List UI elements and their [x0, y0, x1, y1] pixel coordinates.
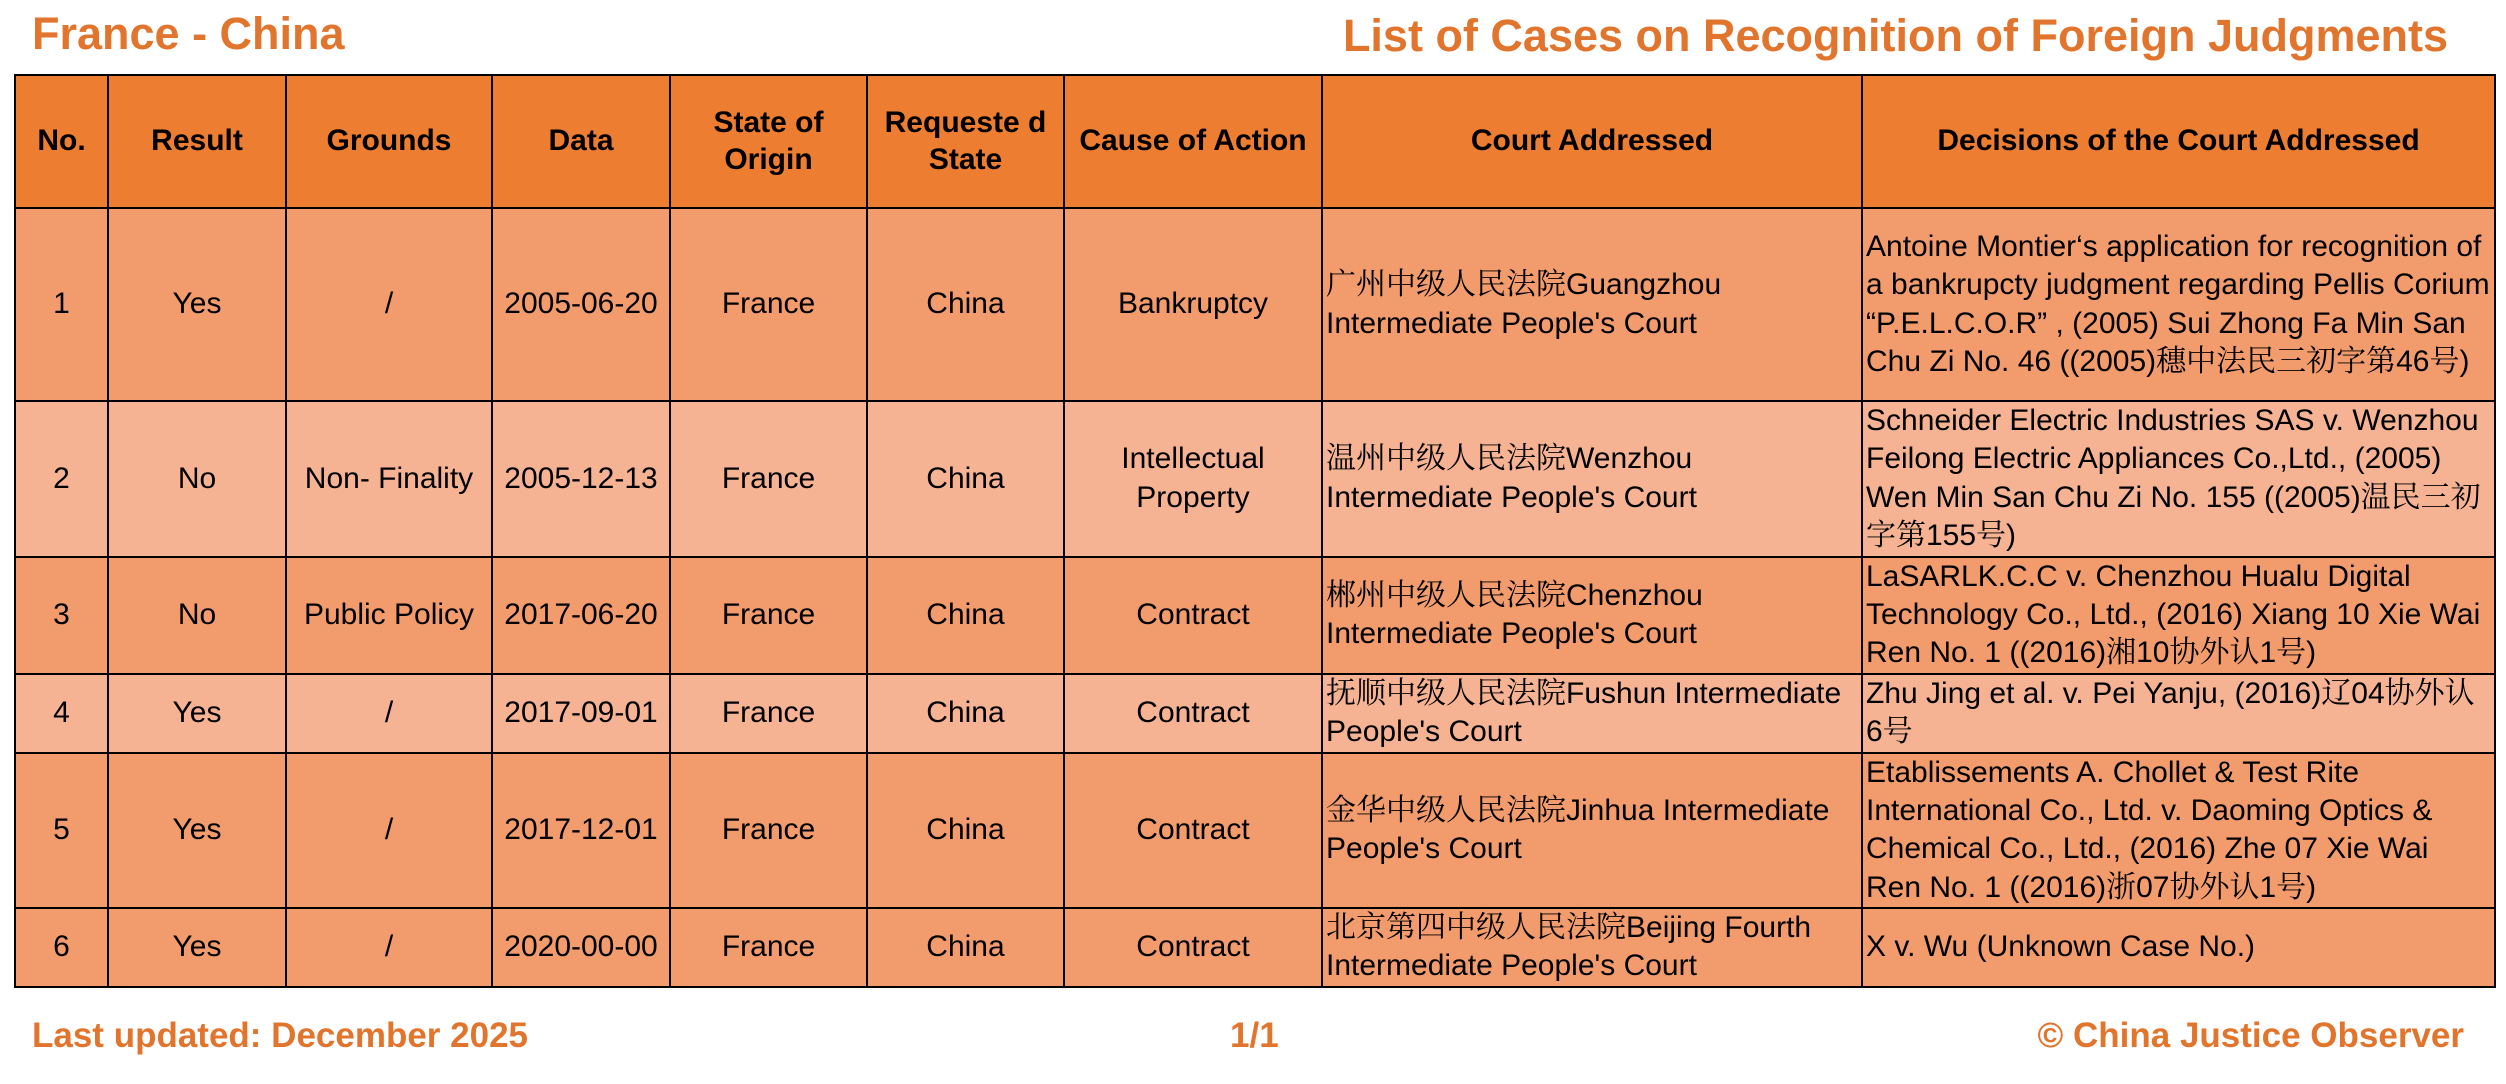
cell-state-of-origin: France: [670, 208, 867, 401]
cell-no: 1: [15, 208, 108, 401]
cell-state-of-origin: France: [670, 908, 867, 987]
table-row: [15, 753, 2495, 909]
document-title-right: List of Cases on Recognition of Foreign Judgments: [1342, 10, 2448, 61]
column-header-cause-of-action: Cause of Action: [1064, 75, 1322, 208]
cell-no: 2: [15, 401, 108, 557]
cell-requested-state: China: [867, 401, 1064, 557]
cell-grounds: /: [286, 674, 492, 753]
table-row: [15, 401, 2495, 557]
cell-requested-state: China: [867, 557, 1064, 674]
column-header-grounds: Grounds: [286, 75, 492, 208]
cell-court-addressed: 抚顺中级人民法院Fushun Intermediate People's Court: [1322, 674, 1862, 753]
table-row: [15, 908, 2495, 987]
column-header-requested-state: Requeste d State: [867, 75, 1064, 208]
cell-date: 2017-12-01: [492, 753, 670, 909]
cell-cause-of-action: Intellectual Property: [1064, 401, 1322, 557]
cell-requested-state: China: [867, 208, 1064, 401]
cell-decision: X v. Wu (Unknown Case No.): [1862, 908, 2495, 987]
last-updated-text: Last updated: December 2025: [32, 1016, 529, 1055]
cases-table: [14, 74, 2496, 988]
table-header-row: [15, 75, 2495, 208]
cell-date: 2020-00-00: [492, 908, 670, 987]
cell-court-addressed: 广州中级人民法院Guangzhou Intermediate People's Court: [1322, 208, 1862, 401]
column-header-court-addressed: Court Addressed: [1322, 75, 1862, 208]
cell-result: Yes: [108, 208, 286, 401]
cell-decision: Antoine Montier‘s application for recognition of a bankrupcty judgment regarding Pellis Corium “P.E.L.C.O.R” , (2005) Sui Zhong Fa Min San Chu Zi No. 46 ((2005)穗中法民三初字第46号): [1862, 208, 2495, 401]
copyright-text: © China Justice Observer: [2037, 1016, 2464, 1055]
cell-grounds: Non- Finality: [286, 401, 492, 557]
cell-date: 2005-12-13: [492, 401, 670, 557]
cell-decision: LaSARLK.C.C v. Chenzhou Hualu Digital Technology Co., Ltd., (2016) Xiang 10 Xie Wai Ren No. 1 ((2016)湘10协外认1号): [1862, 557, 2495, 674]
cell-no: 4: [15, 674, 108, 753]
cell-grounds: /: [286, 208, 492, 401]
cell-date: 2017-06-20: [492, 557, 670, 674]
column-header-state-of-origin: State of Origin: [670, 75, 867, 208]
page-number: 1/1: [1230, 1016, 1279, 1055]
column-header-decisions: Decisions of the Court Addressed: [1862, 75, 2495, 208]
cell-decision: Schneider Electric Industries SAS v. Wenzhou Feilong Electric Appliances Co.,Ltd., (2005) Wen Min San Chu Zi No. 155 ((2005)温民三初字第155号): [1862, 401, 2495, 557]
cell-court-addressed: 温州中级人民法院Wenzhou Intermediate People's Court: [1322, 401, 1862, 557]
document-title-left: France - China: [32, 8, 345, 59]
cell-no: 6: [15, 908, 108, 987]
cell-cause-of-action: Contract: [1064, 753, 1322, 909]
cell-decision: Zhu Jing et al. v. Pei Yanju, (2016)辽04协外认6号: [1862, 674, 2495, 753]
cell-state-of-origin: France: [670, 557, 867, 674]
cell-court-addressed: 金华中级人民法院Jinhua Intermediate People's Court: [1322, 753, 1862, 909]
cell-court-addressed: 北京第四中级人民法院Beijing Fourth Intermediate People's Court: [1322, 908, 1862, 987]
cell-requested-state: China: [867, 674, 1064, 753]
cell-date: 2005-06-20: [492, 208, 670, 401]
table-row: [15, 674, 2495, 753]
column-header-result: Result: [108, 75, 286, 208]
column-header-no: No.: [15, 75, 108, 208]
cell-no: 3: [15, 557, 108, 674]
cell-grounds: Public Policy: [286, 557, 492, 674]
cell-date: 2017-09-01: [492, 674, 670, 753]
cell-court-addressed: 郴州中级人民法院Chenzhou Intermediate People's Court: [1322, 557, 1862, 674]
cell-cause-of-action: Contract: [1064, 908, 1322, 987]
cell-result: Yes: [108, 908, 286, 987]
table-row: [15, 557, 2495, 674]
table-row: [15, 208, 2495, 401]
cell-result: No: [108, 557, 286, 674]
cell-state-of-origin: France: [670, 753, 867, 909]
cell-cause-of-action: Bankruptcy: [1064, 208, 1322, 401]
cell-result: Yes: [108, 753, 286, 909]
cell-grounds: /: [286, 753, 492, 909]
cell-cause-of-action: Contract: [1064, 674, 1322, 753]
cell-result: No: [108, 401, 286, 557]
cell-requested-state: China: [867, 908, 1064, 987]
cell-state-of-origin: France: [670, 674, 867, 753]
cell-state-of-origin: France: [670, 401, 867, 557]
cell-no: 5: [15, 753, 108, 909]
cell-cause-of-action: Contract: [1064, 557, 1322, 674]
cell-requested-state: China: [867, 753, 1064, 909]
column-header-date: Data: [492, 75, 670, 208]
cell-result: Yes: [108, 674, 286, 753]
cell-grounds: /: [286, 908, 492, 987]
cell-decision: Etablissements A. Chollet & Test Rite International Co., Ltd. v. Daoming Optics & Chemical Co., Ltd., (2016) Zhe 07 Xie Wai Ren No. 1 ((2016)浙07协外认1号): [1862, 753, 2495, 909]
